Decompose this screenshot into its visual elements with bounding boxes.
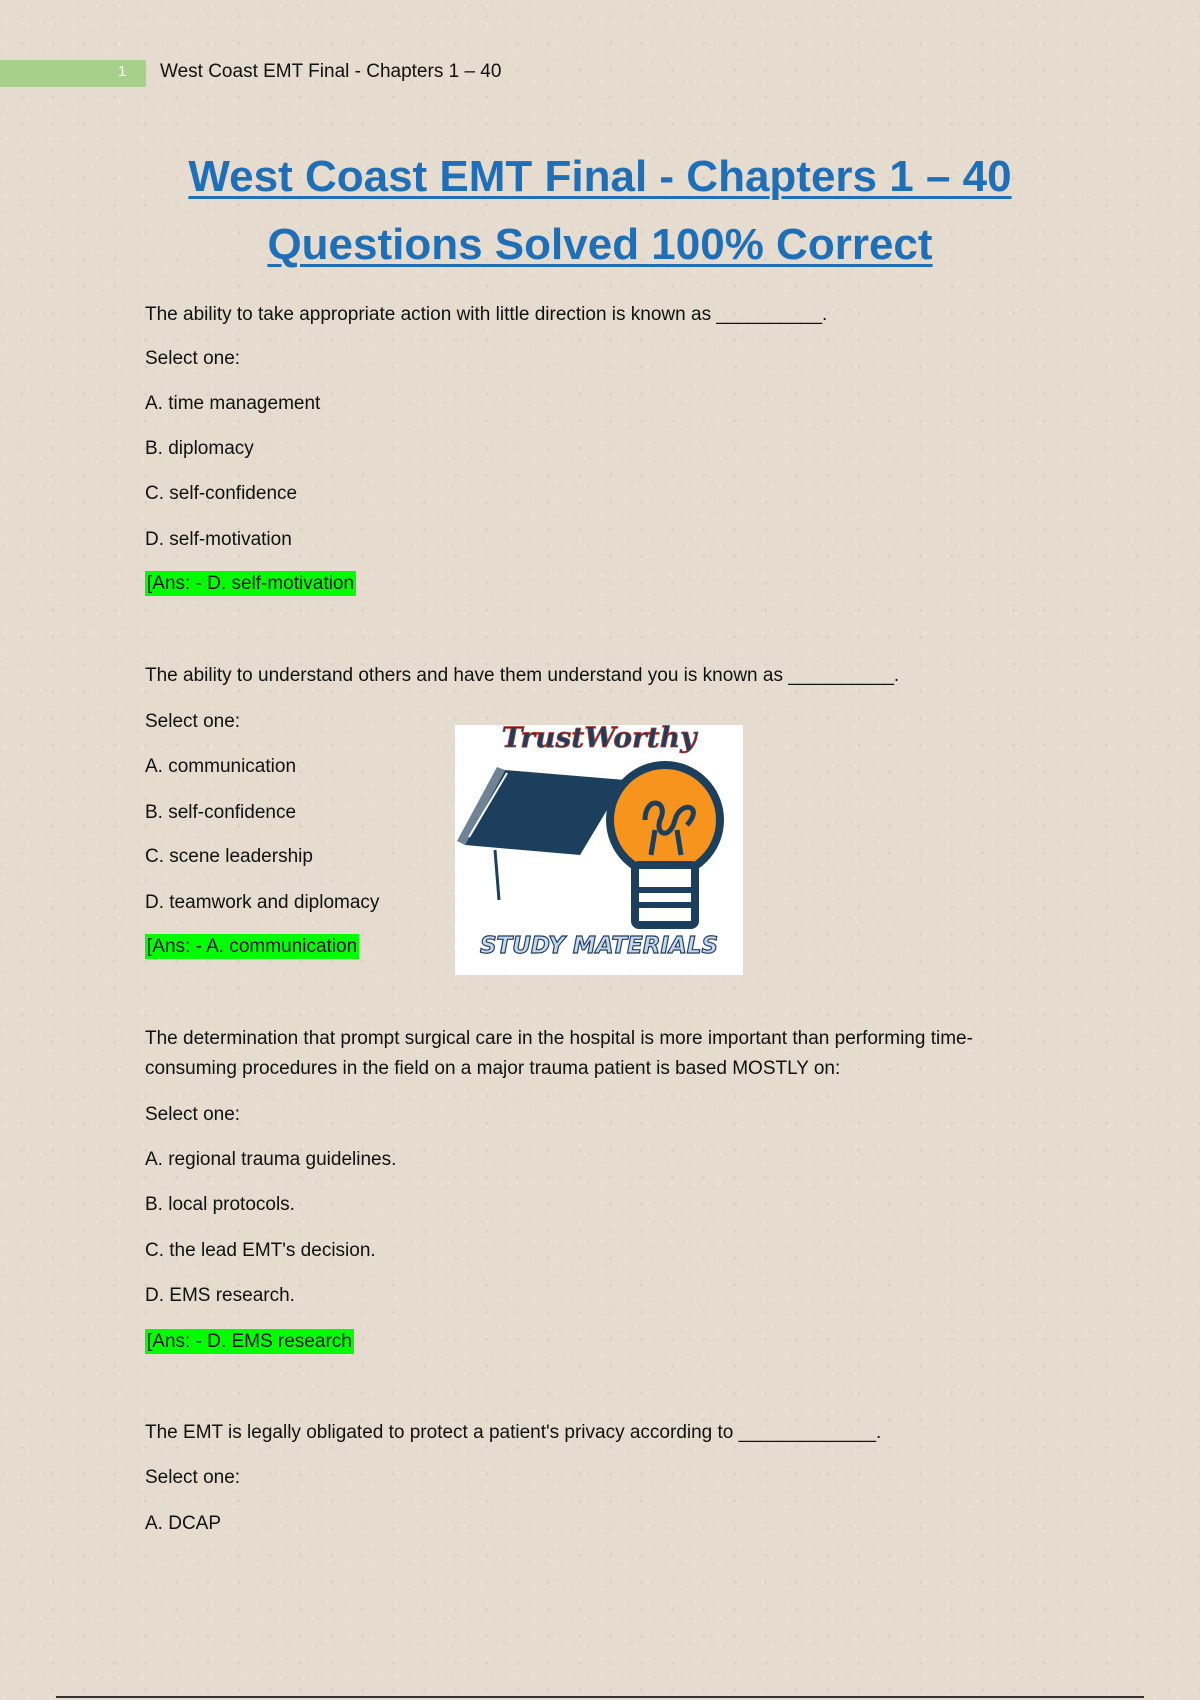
select-one-label: Select one: [145, 348, 241, 369]
document-title-line-2: Questions Solved 100% Correct [267, 220, 933, 269]
question-stem: The EMT is legally obligated to protect a patient's privacy according to _____________. [145, 1422, 882, 1443]
question-stem: The ability to take appropriate action with little direction is known as __________. [145, 304, 828, 325]
option-b: B. diplomacy [145, 438, 254, 459]
option-d: D. self-motivation [145, 529, 292, 550]
question-stem-line-1: The determination that prompt surgical care in the hospital is more important than performing time- [145, 1028, 973, 1049]
option-a: A. regional trauma guidelines. [145, 1149, 397, 1170]
question-stem-line-2: consuming procedures in the field on a major trauma patient is based MOSTLY on: [145, 1058, 841, 1079]
option-d: D. EMS research. [145, 1285, 295, 1306]
select-one-label: Select one: [145, 1104, 241, 1125]
option-c: C. self-confidence [145, 483, 298, 504]
logo-brand-top: TrustWorthy [501, 725, 697, 754]
option-b: B. self-confidence [145, 802, 297, 823]
option-d: D. teamwork and diplomacy [145, 892, 380, 913]
answer-highlight: [Ans: - A. communication [147, 936, 358, 957]
graduation-cap-icon [457, 767, 625, 900]
option-a: A. DCAP [145, 1513, 222, 1534]
option-a: A. time management [145, 393, 321, 414]
question-stem: The ability to understand others and have them understand you is known as __________. [145, 665, 900, 686]
lightbulb-icon [610, 765, 720, 925]
running-title: West Coast EMT Final - Chapters 1 – 40 [160, 61, 502, 82]
select-one-label: Select one: [145, 1467, 241, 1488]
answer-highlight: [Ans: - D. EMS research [147, 1331, 352, 1352]
option-c: C. scene leadership [145, 846, 313, 867]
footer-rule [56, 1696, 1144, 1698]
option-c: C. the lead EMT's decision. [145, 1240, 376, 1261]
page-number: 1 [118, 63, 127, 80]
logo-brand-bottom: STUDY MATERIALS [479, 933, 719, 959]
select-one-label: Select one: [145, 711, 241, 732]
option-b: B. local protocols. [145, 1194, 295, 1215]
trustworthy-logo [455, 725, 743, 975]
option-a: A. communication [145, 756, 297, 777]
answer-highlight: [Ans: - D. self-motivation [147, 573, 354, 594]
document-title-line-1: West Coast EMT Final - Chapters 1 – 40 [188, 152, 1012, 201]
